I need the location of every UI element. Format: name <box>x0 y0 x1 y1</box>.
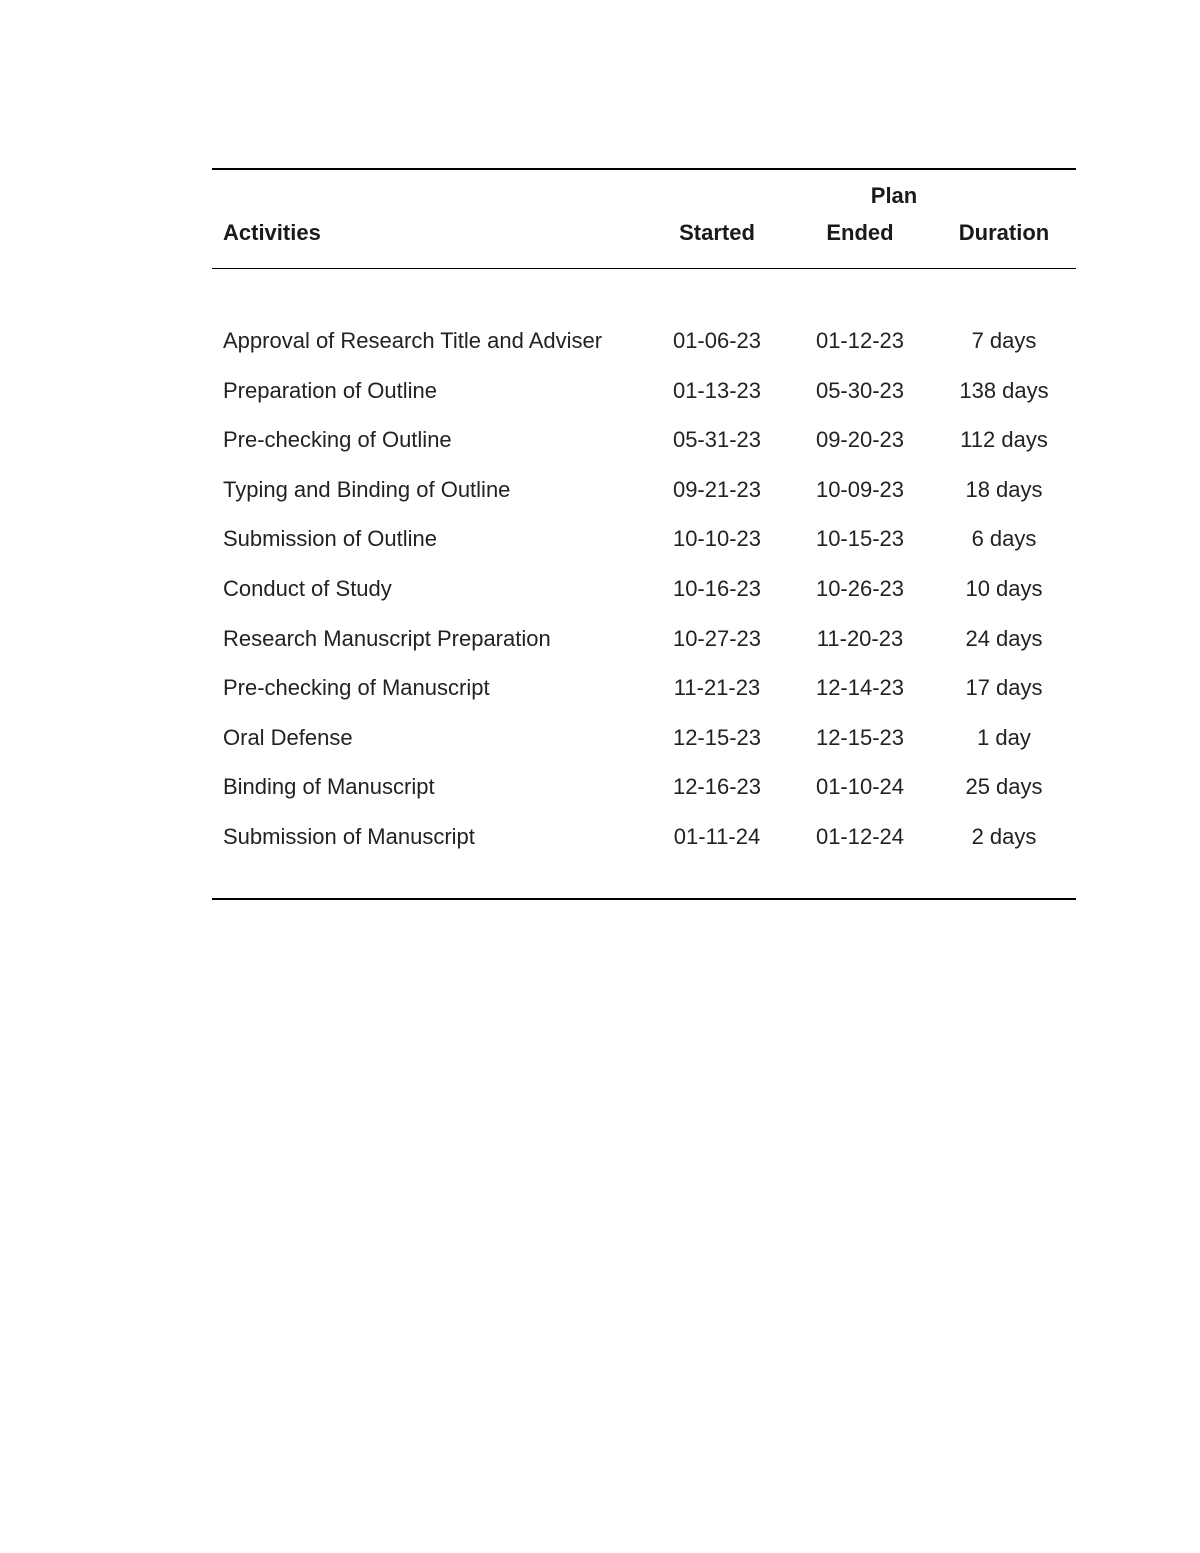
plan-group-header: Plan <box>870 183 918 208</box>
table-row <box>212 675 1076 725</box>
started-cell: 10-27-23 <box>672 625 762 651</box>
activity-cell: Research Manuscript Preparation <box>223 625 551 651</box>
duration-cell: 25 days <box>965 774 1043 800</box>
ended-cell: 05-30-23 <box>815 377 905 403</box>
table-bottom-rule <box>212 898 1076 900</box>
table-row <box>212 774 1076 824</box>
duration-cell: 2 days <box>971 823 1037 849</box>
table-bottom-spacing <box>212 874 1076 898</box>
activity-cell: Binding of Manuscript <box>223 774 435 800</box>
duration-cell: 17 days <box>965 675 1043 701</box>
activity-cell: Pre-checking of Outline <box>223 427 452 453</box>
started-cell: 10-16-23 <box>672 575 762 601</box>
table-row <box>212 328 1076 378</box>
ended-cell: 01-10-24 <box>815 774 905 800</box>
activity-cell: Approval of Research Title and Adviser <box>223 328 603 353</box>
table-row <box>212 378 1076 428</box>
duration-cell: 138 days <box>959 377 1049 403</box>
ended-cell: 10-09-23 <box>815 476 905 502</box>
started-cell: 12-15-23 <box>672 724 762 750</box>
table-row <box>212 576 1076 626</box>
duration-column-header: Duration <box>958 220 1050 245</box>
ended-column-header: Ended <box>826 220 894 245</box>
schedule-table <box>212 168 1076 900</box>
started-cell: 12-16-23 <box>672 774 762 800</box>
column-header-row <box>212 210 1076 268</box>
started-cell: 05-31-23 <box>672 427 762 453</box>
duration-cell: 112 days <box>960 427 1048 453</box>
ended-cell: 09-20-23 <box>815 427 905 453</box>
ended-cell: 12-14-23 <box>815 675 905 701</box>
ended-cell: 01-12-23 <box>815 328 905 353</box>
started-cell: 01-06-23 <box>672 328 762 353</box>
duration-cell: 6 days <box>971 526 1037 552</box>
activity-cell: Submission of Manuscript <box>223 823 475 849</box>
group-header-row <box>212 170 1076 210</box>
table-top-spacing <box>212 269 1076 328</box>
table-row <box>212 427 1076 477</box>
activity-cell: Conduct of Study <box>223 575 392 601</box>
started-cell: 01-11-24 <box>673 823 761 849</box>
activities-column-header: Activities <box>223 220 321 245</box>
ended-cell: 10-26-23 <box>815 575 905 601</box>
started-cell: 01-13-23 <box>672 377 762 403</box>
activity-cell: Typing and Binding of Outline <box>223 476 511 502</box>
ended-cell: 11-20-23 <box>816 625 904 651</box>
duration-cell: 7 days <box>971 328 1037 353</box>
activity-cell: Oral Defense <box>223 724 353 750</box>
started-column-header: Started <box>679 220 755 245</box>
started-cell: 11-21-23 <box>673 675 761 701</box>
started-cell: 09-21-23 <box>672 476 762 502</box>
ended-cell: 01-12-24 <box>815 823 905 849</box>
started-cell: 10-10-23 <box>672 526 762 552</box>
duration-cell: 1 day <box>977 724 1031 750</box>
duration-cell: 18 days <box>965 476 1043 502</box>
table-row <box>212 824 1076 874</box>
activity-cell: Submission of Outline <box>223 526 437 552</box>
table-row <box>212 477 1076 527</box>
activity-cell: Pre-checking of Manuscript <box>223 675 490 701</box>
ended-cell: 12-15-23 <box>815 724 905 750</box>
ended-cell: 10-15-23 <box>815 526 905 552</box>
duration-cell: 24 days <box>965 625 1043 651</box>
table-row <box>212 626 1076 676</box>
activity-cell: Preparation of Outline <box>223 377 438 403</box>
table-row <box>212 526 1076 576</box>
duration-cell: 10 days <box>965 575 1043 601</box>
table-row <box>212 725 1076 775</box>
